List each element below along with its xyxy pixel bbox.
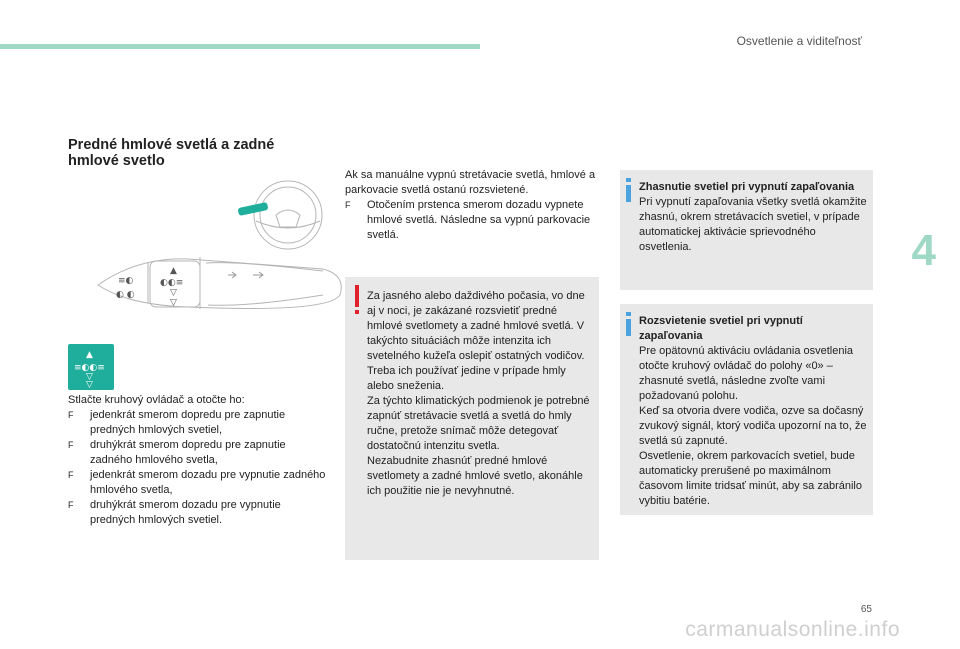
stalk-illustration: [78, 175, 350, 330]
svg-text:◐ ◐: ◐ ◐: [116, 290, 135, 300]
info-body: Pri vypnutí zapaľovania všetky svetlá okamžite zhasnú, okrem stretávacích svetiel, v prípade automatickej aktivácie sprievodného osvetlenia.: [639, 196, 867, 253]
list-item: [68, 408, 328, 438]
middle-bullet-list: [345, 198, 605, 243]
bullet-mark: F: [345, 200, 351, 210]
warning-paragraph-2: Za týchto klimatických podmienok je potrebné zapnúť stretávacie svetlá a svetlá do hmly ručne, pretože snímač môže detegovať dostatočnú intenzitu svetla.: [367, 395, 590, 452]
warning-box: [345, 277, 599, 560]
svg-text:◐◐≡: ◐◐≡: [160, 278, 184, 288]
page-number: 65: [860, 604, 872, 615]
chapter-number: 4: [911, 226, 936, 275]
list-item: [68, 468, 328, 498]
page-heading: [68, 137, 328, 169]
list-item-text: druhýkrát smerom dopredu pre zapnutie zadného hmlového svetla,: [90, 439, 286, 466]
list-item: [68, 438, 328, 468]
middle-column-text: [345, 168, 605, 243]
bullet-mark: F: [68, 410, 74, 420]
info-box-lights-on: [620, 304, 873, 515]
left-intro: Stlačte kruhový ovládač a otočte ho:: [68, 394, 245, 406]
watermark: carmanualsonline.info: [685, 618, 900, 641]
svg-text:▲: ▲: [170, 266, 177, 276]
info-text: [639, 314, 867, 509]
list-item-text: jedenkrát smerom dopredu pre zapnutie predných hmlových svetiel,: [90, 409, 286, 436]
info-paragraph-1: Pre opätovnú aktiváciu ovládania osvetlenia otočte kruhový ovládač do polohy «0» – zhasnuté svetlá, následne zvoľte vami požadovanú polohu.: [639, 345, 854, 402]
info-paragraph-2: Keď sa otvoria dvere vodiča, ozve sa dočasný zvukový signál, ktorý vodiča upozorní na to, že svetlá sú zapnuté.: [639, 405, 867, 447]
svg-text:≡◐: ≡◐: [118, 276, 134, 286]
bullet-mark: F: [68, 500, 74, 510]
svg-text:≡◐◐≡: ≡◐◐≡: [74, 363, 105, 373]
info-paragraph-3: Osvetlenie, okrem parkovacích svetiel, bude automaticky prerušené po maximálnom časovom limite tridsať minút, aby sa zabránilo vybitiu batérie.: [639, 450, 862, 507]
info-icon: [626, 312, 631, 336]
section-title: Osvetlenie a viditeľnosť: [736, 34, 862, 48]
header-accent-bar: [0, 44, 480, 49]
list-item-text: jedenkrát smerom dozadu pre vypnutie zadného hmlového svetla,: [90, 469, 326, 496]
info-box-lights-off: [620, 170, 873, 290]
info-text: [639, 180, 867, 255]
list-item: [345, 198, 605, 243]
list-item-text: druhýkrát smerom dozadu pre vypnutie predných hmlových svetiel.: [90, 499, 281, 526]
warning-text: [367, 289, 595, 499]
info-title: Rozsvietenie svetiel pri vypnutí zapaľovania: [639, 315, 803, 342]
steering-wheel-outline: [254, 181, 322, 249]
warning-exclamation-icon: [355, 285, 359, 315]
list-item-text: Otočením prstenca smerom dozadu vypnete hmlové svetlá. Následne sa vypnú parkovacie svetlá.: [367, 199, 591, 241]
bullet-mark: F: [68, 440, 74, 450]
fog-light-control-icon: [68, 344, 114, 390]
svg-text:▽: ▽: [86, 380, 93, 390]
svg-text:▲: ▲: [86, 350, 93, 360]
middle-paragraph: Ak sa manuálne vypnú stretávacie svetlá, hmlové a parkovacie svetlá ostanú rozsvietené.: [345, 169, 596, 196]
heading-line-2: hmlové svetlo: [68, 153, 165, 169]
list-item: [68, 498, 328, 528]
svg-text:▽: ▽: [170, 288, 177, 298]
warning-paragraph-3: Nezabudnite zhasnúť predné hmlové svetlomety a zadné hmlové svetlo, akonáhle ich použitie nie je nevyhnutné.: [367, 455, 583, 497]
svg-text:▽: ▽: [86, 372, 93, 382]
left-column-text: [68, 393, 328, 528]
warning-paragraph-1: Za jasného alebo daždivého počasia, vo dne aj v noci, je zakázané rozsvietiť predné hmlové svetlomety a zadné hmlové svetlá. V takýchto situáciách môže intenzita ich svetelného kužeľa oslepiť ostatných vodičov. Treba ich používať jedine v prípade hmly alebo sneženia.: [367, 290, 585, 392]
svg-text:▽: ▽: [170, 298, 177, 308]
heading-line-1: Predné hmlové svetlá a zadné: [68, 137, 275, 153]
bullet-mark: F: [68, 470, 74, 480]
info-title: Zhasnutie svetiel pri vypnutí zapaľovania: [639, 181, 855, 193]
left-bullet-list: [68, 408, 328, 528]
info-icon: [626, 178, 631, 202]
